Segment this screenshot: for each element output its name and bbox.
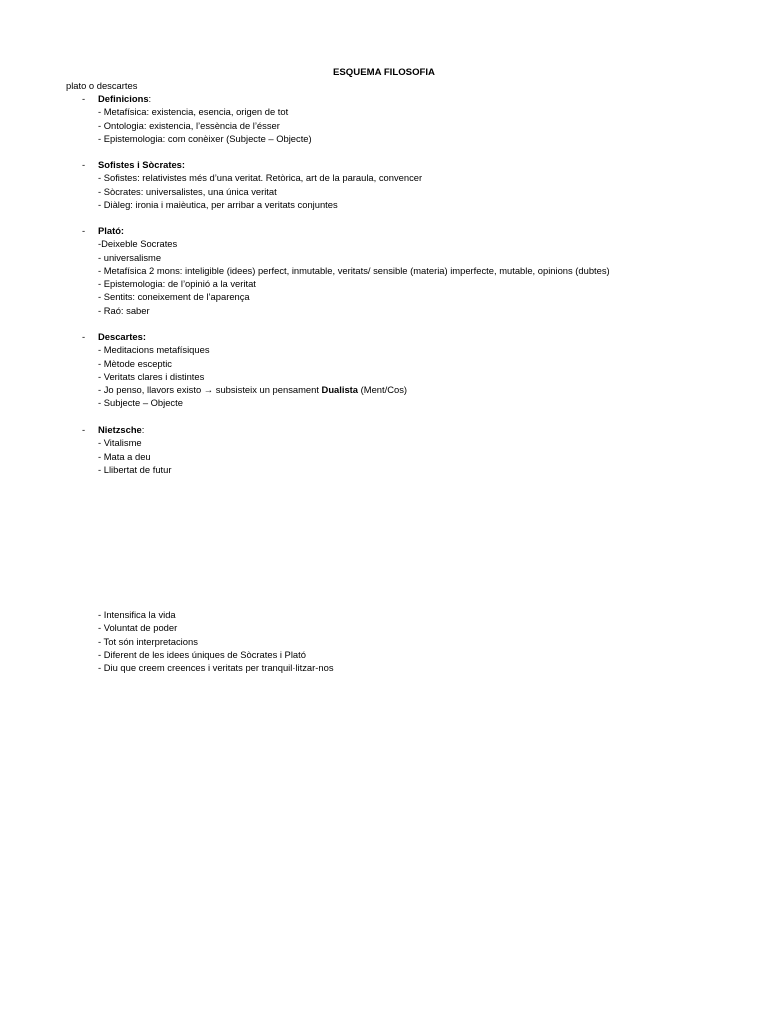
bullet-dash: -: [82, 424, 86, 435]
bullet-dash: -: [82, 331, 86, 342]
section-heading: Definicions: [98, 93, 149, 104]
list-item: - Mata a deu: [98, 450, 151, 462]
list-item: - Epistemologia: de l’opinió a la veritat: [98, 278, 256, 290]
intro-line: plato o descartes: [66, 80, 138, 91]
document-title: ESQUEMA FILOSOFIA: [333, 67, 435, 78]
item-text: - Jo penso, llavors existo → subsisteix un pensament: [98, 384, 322, 396]
list-item: - Mètode esceptic: [98, 357, 172, 369]
list-item: - Llibertat de futur: [98, 463, 172, 475]
list-item: - Metafísica: existencia, esencia, origen de tot: [98, 106, 289, 118]
section-sofistes: [82, 158, 422, 211]
heading-suffix: :: [148, 93, 152, 104]
bullet-dash: -: [82, 93, 86, 104]
list-item: - Veritats clares i distintes: [98, 370, 205, 382]
list-item: - Ontologia: existencia, l’essència de l’ésser: [98, 119, 280, 131]
section-heading: Sofistes i Sòcrates:: [98, 159, 186, 170]
section-definicions: [82, 92, 312, 145]
section-nietzsche: [82, 423, 171, 476]
list-item: - Diferent de les idees úniques de Sòcrates i Plató: [98, 648, 306, 660]
section-heading: Descartes:: [98, 331, 146, 342]
bullet-dash: -: [82, 225, 86, 236]
list-item: - Subjecte – Objecte: [98, 397, 183, 409]
list-item: - Metafísica 2 mons: inteligible (idees) perfect, inmutable, veritats/ sensible (materia) imperfecte, mutable, opinions (dubtes): [98, 264, 610, 276]
list-item: - Tot són interpretacions: [98, 635, 198, 647]
section-heading: Nietzsche: [98, 424, 142, 435]
list-item: - Vitalisme: [98, 437, 142, 449]
item-text: (Ment/Cos): [358, 384, 407, 396]
list-item: - Diu que creem creences i veritats per tranquil·litzar-nos: [98, 662, 334, 674]
dualista-bold: Dualista: [321, 384, 359, 396]
list-item: - Sòcrates: universalistes, una única veritat: [98, 185, 277, 197]
bullet-dash: -: [82, 159, 86, 170]
list-item: - Epistemologia: com conèixer (Subjecte – Objecte): [98, 132, 312, 144]
list-item: - Voluntat de poder: [98, 622, 178, 634]
nietzsche-continued: [98, 608, 334, 674]
list-item: - Raó: saber: [98, 304, 150, 316]
list-item: -Deixeble Socrates: [98, 238, 178, 250]
list-item: - Diàleg: ironia i maièutica, per arribar a veritats conjuntes: [98, 198, 338, 210]
list-item: - Sofistes: relativistes més d’una veritat. Retòrica, art de la paraula, convencer: [98, 172, 423, 184]
list-item-dualista: [98, 383, 407, 396]
section-descartes: [82, 330, 407, 410]
list-item: - universalisme: [98, 251, 162, 263]
list-item: - Meditacions metafísiques: [98, 344, 210, 356]
section-heading: Plató:: [98, 225, 125, 236]
heading-suffix: :: [141, 424, 145, 435]
list-item: - Intensifica la vida: [98, 609, 176, 620]
list-item: - Sentits: coneixement de l’aparença: [98, 291, 250, 303]
section-plato: [82, 224, 610, 317]
